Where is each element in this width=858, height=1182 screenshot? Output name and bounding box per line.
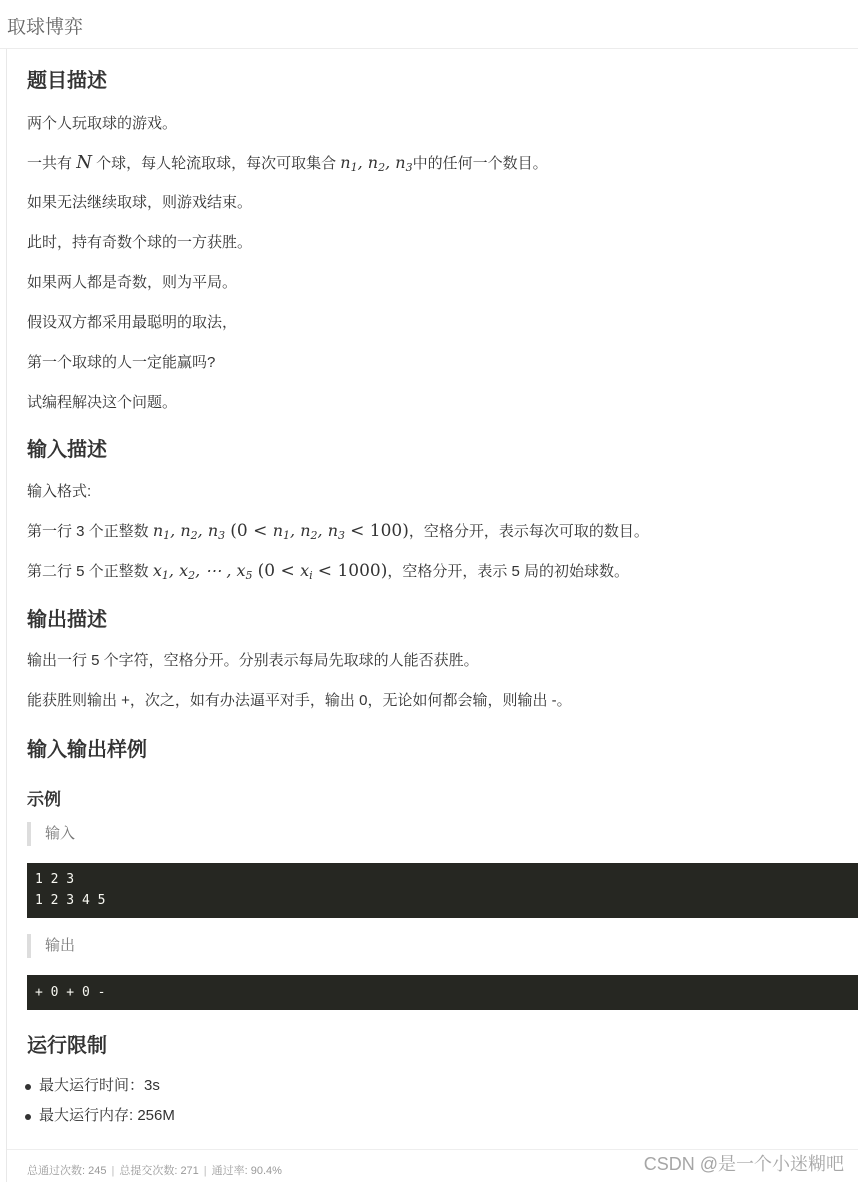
stats-divider: | xyxy=(203,1165,207,1177)
sample-input-code xyxy=(27,863,858,918)
input-format-label: 输入格式: xyxy=(27,483,92,500)
submitted-count: 总提交次数: 271 xyxy=(119,1165,199,1177)
sample-output-code xyxy=(27,975,858,1010)
pass-rate: 通过率: 90.4% xyxy=(211,1165,282,1177)
description-line-2 xyxy=(27,152,858,179)
description-line-7: 第一个取球的人一定能赢吗? xyxy=(27,354,216,371)
input-heading: 输入描述 xyxy=(27,439,107,461)
sample-output-label: 输出 xyxy=(27,934,858,958)
sample-output-line-1: + 0 + 0 - xyxy=(35,985,106,1000)
input-line-2 xyxy=(27,560,858,587)
description-line-4: 此时，持有奇数个球的一方获胜。 xyxy=(27,234,253,251)
sample-input-label: 输入 xyxy=(27,822,858,846)
limit-time: 最大运行时间：3s xyxy=(7,1075,858,1097)
sample-input-line-2: 1 2 3 4 5 xyxy=(35,893,106,908)
var-n: N xyxy=(76,152,92,173)
input2-math: $x_1$, $x_2$, ⋯ , $x_5$ $(0 < x_i < 1000)$ xyxy=(152,561,388,582)
input-line-1 xyxy=(27,520,858,547)
output-line-1: 输出一行 5 个字符，空格分开。分别表示每局先取球的人能否获胜。 xyxy=(27,652,479,669)
sample-input-line-1: 1 2 3 xyxy=(35,872,75,887)
example-label: 示例 xyxy=(27,790,61,809)
stats-divider: | xyxy=(111,1165,115,1177)
input2-post: ，空格分开，表示 5 局的初始球数。 xyxy=(387,563,630,580)
samples-heading: 输入输出样例 xyxy=(27,739,147,761)
input1-post: ，空格分开，表示每次可取的数目。 xyxy=(408,523,649,540)
input1-math: $n_1$, $n_2$, $n_3$ ($0 < n_1$, $n_2$, $n_3 < 100$) xyxy=(152,521,409,542)
output-heading: 输出描述 xyxy=(27,609,107,631)
input1-pre: 第一行 3 个正整数 xyxy=(27,523,149,540)
description-line-3: 如果无法继续取球，则游戏结束。 xyxy=(27,194,253,211)
desc2-post: 中的任何一个数目。 xyxy=(412,155,548,172)
submission-stats xyxy=(27,1162,282,1178)
description-line-6: 假设双方都采用最聪明的取法， xyxy=(27,314,238,331)
description-line-5: 如果两人都是奇数，则为平局。 xyxy=(27,274,238,291)
limits-list xyxy=(7,1075,858,1127)
page-title: 取球博弈 xyxy=(7,17,84,38)
description-line-1: 两个人玩取球的游戏。 xyxy=(27,115,178,132)
description-line-8: 试编程解决这个问题。 xyxy=(27,394,178,411)
limits-heading: 运行限制 xyxy=(27,1035,107,1057)
csdn-watermark: CSDN @是一个小迷糊吧 xyxy=(643,1154,844,1174)
limit-memory: 最大运行内存: 256M xyxy=(7,1105,858,1127)
passed-count: 总通过次数: 245 xyxy=(27,1165,107,1177)
desc2-mid: 个球，每人轮流取球，每次可取集合 xyxy=(96,155,337,172)
desc2-pre: 一共有 xyxy=(27,155,73,172)
problem-content xyxy=(6,49,858,1182)
set-math: $n_1$, $n_2$, $n_3$ xyxy=(340,153,413,174)
page-header xyxy=(0,0,858,49)
output-line-2: 能获胜则输出 +，次之，如有办法逼平对手，输出 0，无论如何都会输，则输出 -。 xyxy=(27,692,572,709)
description-heading: 题目描述 xyxy=(27,70,107,92)
input2-pre: 第二行 5 个正整数 xyxy=(27,563,149,580)
